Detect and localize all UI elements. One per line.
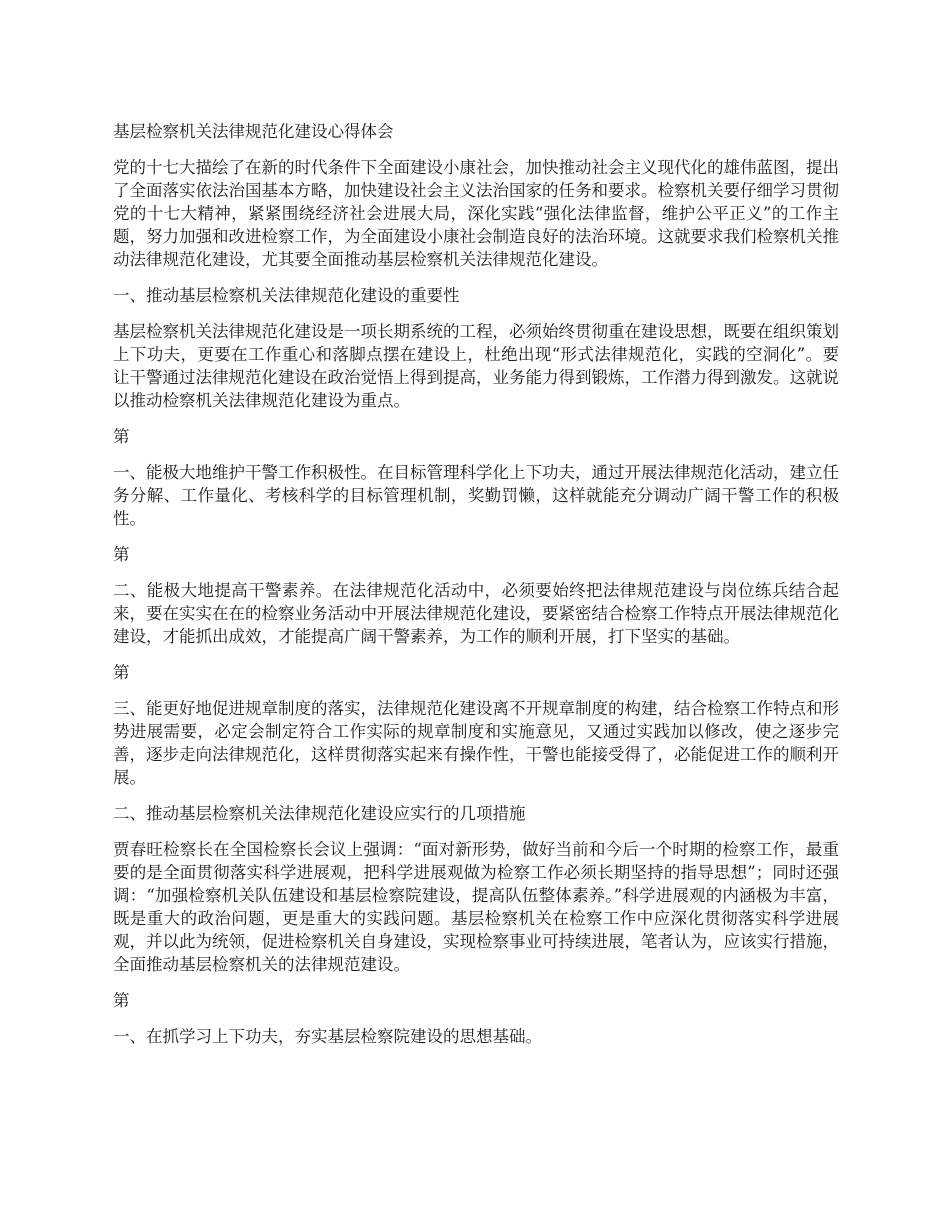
body-paragraph: 一、能极大地维护干警工作积极性。在目标管理科学化上下功夫，通过开展法律规范化活动，建立任务分解、工作量化、考核科学的目标管理机制，奖勤罚懒，这样就能充分调动广阔干警工作的积极性。 [113,463,839,528]
document-page [113,120,839,1061]
section-heading-1: 一、推动基层检察机关法律规范化建设的重要性 [113,286,460,305]
intro-paragraph: 党的十七大描绘了在新的时代条件下全面建设小康社会，加快推动社会主义现代化的雄伟蓝图，提出了全面落实依法治国基本方略，加快建设社会主义法治国家的任务和要求。检察机关要仔细学习贯彻党的十七大精神，紧紧围绕经济社会进展大局，深化实践“强化法律监督，维护公平正义”的工作主题，努力加强和改进检察工作，为全面建设小康社会制造良好的法治环境。这就要求我们检察机关推动法律规范化建设，尤其要全面推动基层检察机关法律规范化建设。 [113,158,839,269]
ordinal-label: 第 [113,991,130,1010]
body-paragraph: 贾春旺检察长在全国检察长会议上强调：“面对新形势，做好当前和今后一个时期的检察工作，最重要的是全面贯彻落实科学进展观，把科学进展观做为检察工作必须长期坚持的指导思想”；同时还强调：“加强检察机关队伍建设和基层检察院建设，提高队伍整体素养。”科学进展观的内涵极为丰富，既是重大的政治问题，更是重大的实践问题。基层检察机关在检察工作中应深化贯彻落实科学进展观，并以此为统领，促进检察机关自身建设，实现检察事业可持续进展，笔者认为，应该实行措施，全面推动基层检察机关的法律规范建设。 [113,840,839,974]
ordinal-label: 第 [113,427,130,446]
body-paragraph: 三、能更好地促进规章制度的落实，法律规范化建设离不开规章制度的构建，结合检察工作特点和形势进展需要，必定会制定符合工作实际的规章制度和实施意见，又通过实践加以修改，使之逐步完善，逐步走向法律规范化，这样贯彻落实起来有操作性，干警也能接受得了，必能促进工作的顺利开展。 [113,699,839,787]
body-paragraph: 一、在抓学习上下功夫，夯实基层检察院建设的思想基础。 [113,1027,542,1046]
body-paragraph: 基层检察机关法律规范化建设是一项长期系统的工程，必须始终贯彻重在建设思想，既要在组织策划上下功夫，更要在工作重心和落脚点摆在建设上，杜绝出现“形式法律规范化，实践的空洞化”。要让干警通过法律规范化建设在政治觉悟上得到提高，业务能力得到锻炼，工作潜力得到激发。这就说以推动检察机关法律规范化建设为重点。 [113,322,839,410]
section-heading-2: 二、推动基层检察机关法律规范化建设应实行的几项措施 [113,804,526,823]
ordinal-label: 第 [113,663,130,682]
body-paragraph: 二、能极大地提高干警素养。在法律规范化活动中，必须要始终把法律规范建设与岗位练兵结合起来，要在实实在在的检察业务活动中开展法律规范化建设，要紧密结合检察工作特点开展法律规范化建设，才能抓出成效，才能提高广阔干警素养，为工作的顺利开展，打下坚实的基础。 [113,581,839,646]
document-title: 基层检察机关法律规范化建设心得体会 [113,122,394,141]
ordinal-label: 第 [113,545,130,564]
